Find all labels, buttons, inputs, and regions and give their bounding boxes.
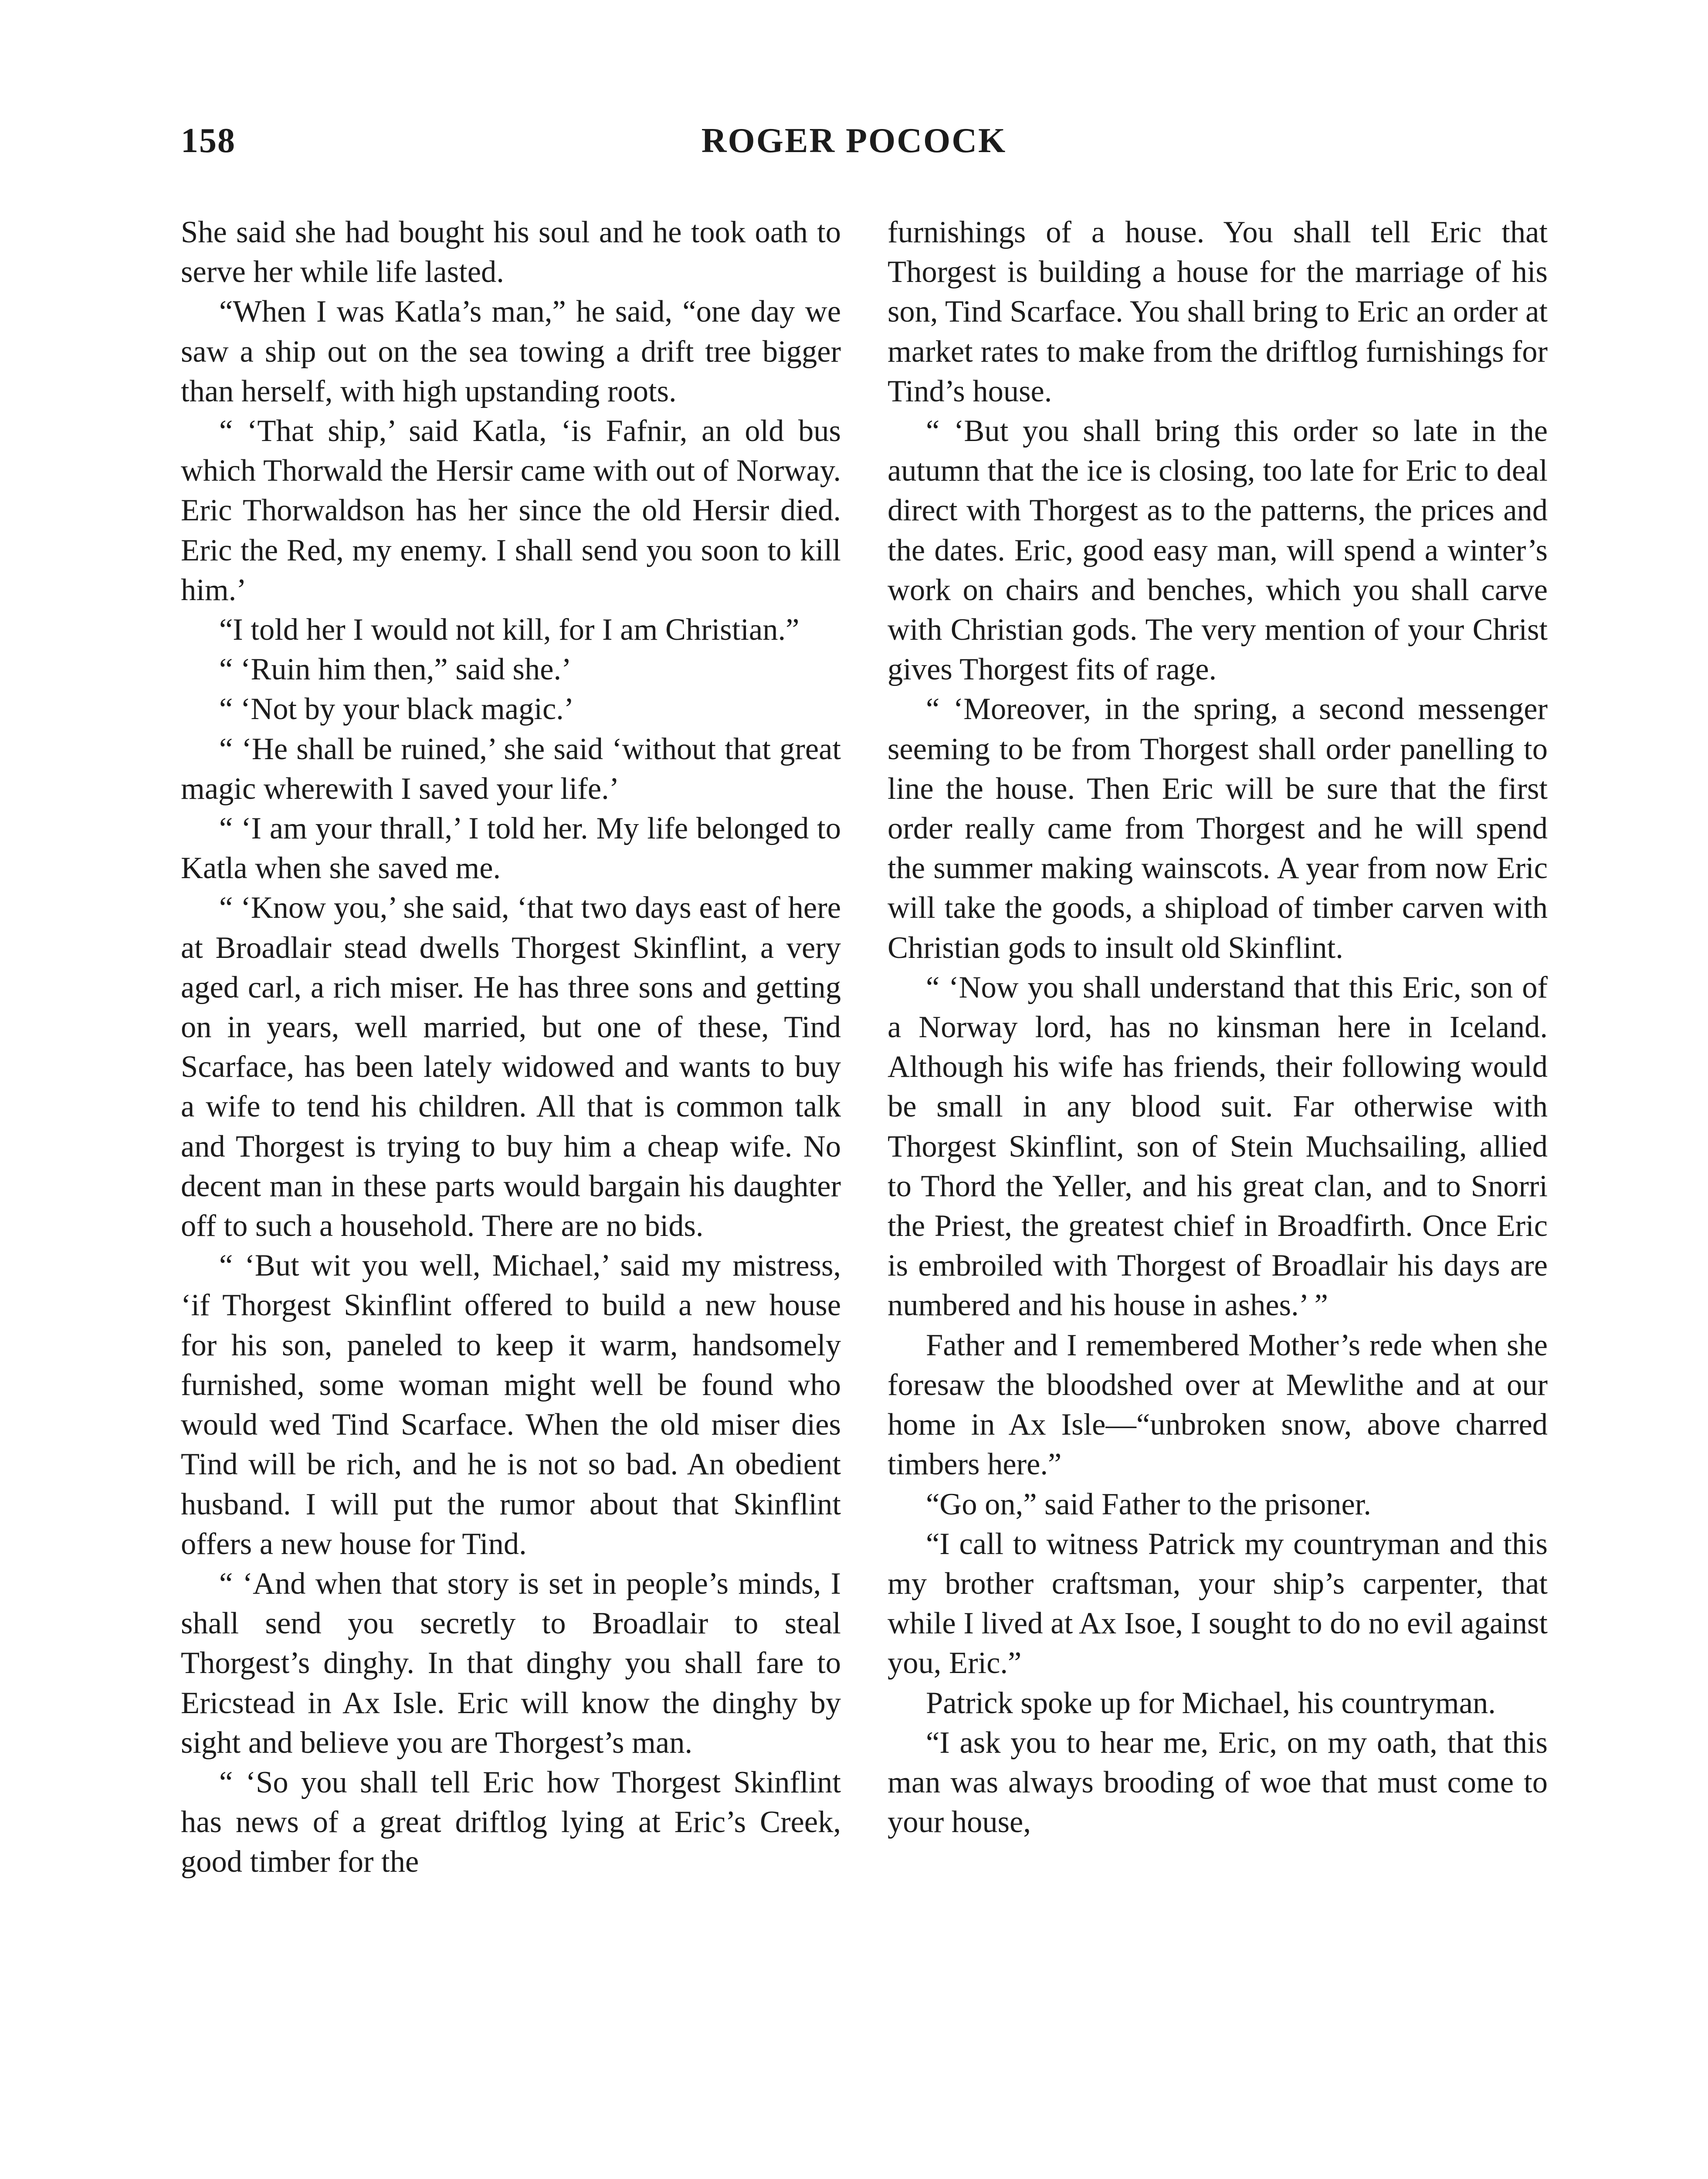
right-column bbox=[888, 213, 1548, 1842]
paragraph: “ ‘But you shall bring this order so late in the autumn that the ice is closing, too late for Eric to deal direct with Thorgest as to the patterns, the prices and the dates. Eric, good easy man, will spend a winter’s work on chairs and benches, which you shall carve with Christian gods. The very mention of your Christ gives Thorgest fits of rage. bbox=[888, 414, 1548, 687]
paragraph: “Go on,” said Father to the prisoner. bbox=[926, 1487, 1372, 1521]
paragraph: furnishings of a house. You shall tell Eric that Thorgest is building a house for the marriage of his son, Tind Scarface. You shall bring to Eric an order at market rates to make from the driftlog furnishings for Tind’s house. bbox=[888, 215, 1548, 408]
paragraph: “ ‘But wit you well, Michael,’ said my mistress, ‘if Thorgest Skinflint offered to build a new house for his son, paneled to keep it warm, handsomely furnished, some woman might well be found who would wed Tind Scarface. When the old miser dies Tind will be rich, and he is not so bad. An obedient husband. I will put the rumor about that Skinflint offers a new house for Tind. bbox=[181, 1249, 841, 1561]
paragraph: Father and I remembered Mother’s rede when she foresaw the bloodshed over at Mewlithe and at our home in Ax Isle—“unbroken snow, above charred timbers here.” bbox=[888, 1328, 1548, 1482]
paragraph: “I ask you to hear me, Eric, on my oath, that this man was always brooding of woe that must come to your house, bbox=[888, 1725, 1548, 1840]
paragraph: “ ‘Ruin him then,” said she.’ bbox=[219, 652, 572, 687]
paragraph: “ ‘I am your thrall,’ I told her. My life belonged to Katla when she saved me. bbox=[181, 811, 841, 886]
paragraph: “I call to witness Patrick my countryman and this my brother craftsman, your ship’s carpenter, that while I lived at Ax Isoe, I sought to do no evil against you, Eric.” bbox=[888, 1527, 1548, 1680]
left-column bbox=[181, 213, 841, 1882]
paragraph: She said she had bought his soul and he took oath to serve her while life lasted. bbox=[181, 215, 841, 289]
paragraph: “ ‘And when that story is set in people’s minds, I shall send you secretly to Broadlair to steal Thorgest’s dinghy. In that dinghy you shall fare to Ericstead in Ax Isle. Eric will know the dinghy by sight and believe you are Thorgest’s man. bbox=[181, 1566, 841, 1760]
paragraph: Patrick spoke up for Michael, his countryman. bbox=[926, 1686, 1496, 1720]
paragraph: “I told her I would not kill, for I am Christian.” bbox=[219, 613, 800, 647]
paragraph: “ ‘Not by your black magic.’ bbox=[219, 692, 574, 726]
paragraph: “ ‘So you shall tell Eric how Thorgest Skinflint has news of a great driftlog lying at Eric’s Creek, good timber for the bbox=[181, 1765, 841, 1879]
paragraph: “ ‘Moreover, in the spring, a second messenger seeming to be from Thorgest shall order panelling to line the house. Then Eric will be sure that the first order really came from Thorgest and he will spend the summer making wainscots. A year from now Eric will take the goods, a shipload of timber carven with Christian gods to insult old Skinflint. bbox=[888, 692, 1548, 965]
paragraph: “ ‘He shall be ruined,’ she said ‘without that great magic wherewith I saved your life.’ bbox=[181, 732, 841, 806]
paragraph: “When I was Katla’s man,” he said, “one day we saw a ship out on the sea towing a drift tree bigger than herself, with high upstanding roots. bbox=[181, 295, 841, 408]
page-number: 158 bbox=[181, 122, 236, 160]
running-head: ROGER POCOCK bbox=[701, 122, 1007, 160]
paragraph: “ ‘That ship,’ said Katla, ‘is Fafnir, an old bus which Thorwald the Hersir came with out of Norway. Eric Thorwaldson has her since the old Hersir died. Eric the Red, my enemy. I shall send you soon to kill him.’ bbox=[181, 414, 841, 607]
paragraph: “ ‘Know you,’ she said, ‘that two days east of here at Broadlair stead dwells Thorgest Skinflint, a very aged carl, a rich miser. He has three sons and getting on in years, well married, but one of these, Tind Scarface, has been lately widowed and wants to buy a wife to tend his children. All that is common talk and Thorgest is trying to buy him a cheap wife. No decent man in these parts would bargain his daughter off to such a household. There are no bids. bbox=[181, 891, 841, 1243]
paragraph: “ ‘Now you shall understand that this Eric, son of a Norway lord, has no kinsman here in Iceland. Although his wife has friends, their following would be small in any blood suit. Far otherwise with Thorgest Skinflint, son of Stein Muchsailing, allied to Thord the Yeller, and his great clan, and to Snorri the Priest, the greatest chief in Broadfirth. Once Eric is embroiled with Thorgest of Broadlair his days are numbered and his house in ashes.’ ” bbox=[888, 970, 1548, 1323]
